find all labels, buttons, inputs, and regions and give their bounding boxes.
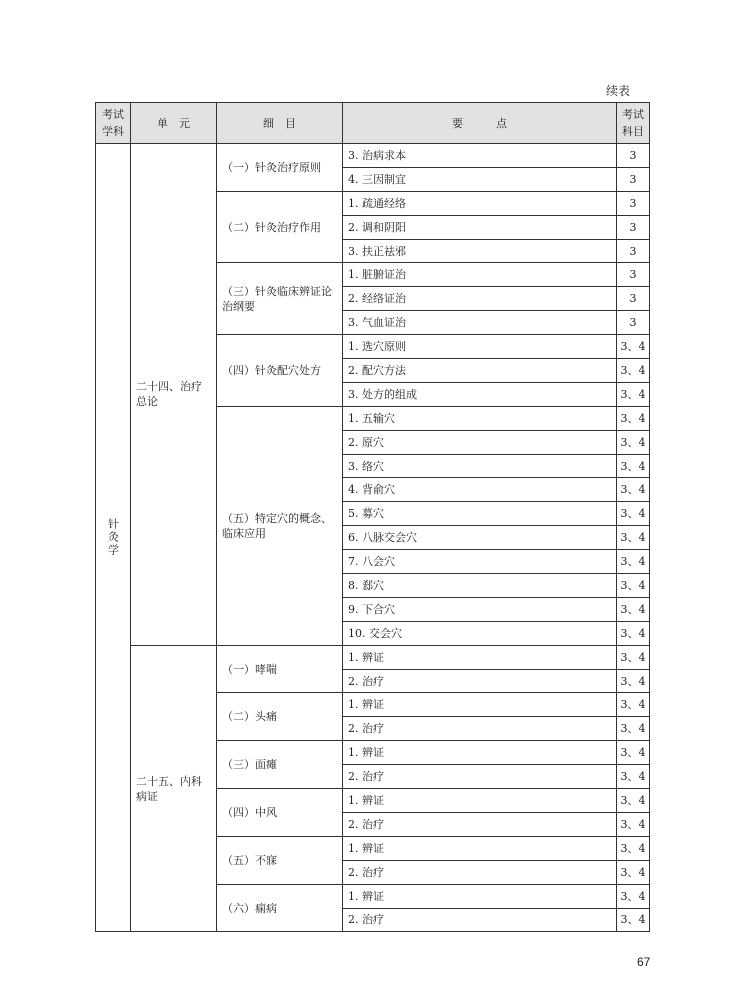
header-unit: 单 元 [131,103,217,144]
exam-cell: 3、4 [617,430,650,454]
exam-cell: 3、4 [617,335,650,359]
item-cell: （六）痫病 [217,884,343,932]
point-cell: 2. 配穴方法 [343,359,617,383]
item-cell: （三）面瘫 [217,741,343,789]
exam-cell: 3 [617,167,650,191]
point-cell: 3. 气血证治 [343,311,617,335]
exam-cell: 3、4 [617,574,650,598]
point-cell: 2. 原穴 [343,430,617,454]
exam-cell: 3 [617,144,650,168]
exam-cell: 3、4 [617,812,650,836]
exam-cell: 3、4 [617,669,650,693]
header-points: 要 点 [343,103,617,144]
exam-cell: 3、4 [617,621,650,645]
unit-cell: 二十四、治疗总论 [131,144,217,646]
subject-cell: 针灸学 [96,144,131,932]
point-cell: 4. 三因制宜 [343,167,617,191]
exam-cell: 3、4 [617,359,650,383]
exam-cell: 3 [617,287,650,311]
header-item: 细 目 [217,103,343,144]
point-cell: 2. 治疗 [343,717,617,741]
item-cell: （四）针灸配穴处方 [217,335,343,407]
point-cell: 1. 辨证 [343,884,617,908]
point-cell: 1. 辨证 [343,836,617,860]
table-row [96,645,650,669]
point-cell: 7. 八会穴 [343,550,617,574]
table-row [96,144,650,168]
exam-cell: 3、4 [617,836,650,860]
header-exam: 考试科目 [617,103,650,144]
exam-cell: 3 [617,191,650,215]
point-cell: 5. 募穴 [343,502,617,526]
point-cell: 2. 治疗 [343,860,617,884]
point-cell: 10. 交会穴 [343,621,617,645]
point-cell: 1. 辨证 [343,741,617,765]
point-cell: 1. 疏通经络 [343,191,617,215]
exam-cell: 3、4 [617,382,650,406]
point-cell: 2. 调和阴阳 [343,215,617,239]
header-subject: 考试学科 [96,103,131,144]
exam-cell: 3、4 [617,526,650,550]
unit-cell: 二十五、内科病证 [131,645,217,932]
exam-cell: 3、4 [617,717,650,741]
item-cell: （一）哮喘 [217,645,343,693]
item-cell: （四）中风 [217,789,343,837]
point-cell: 1. 五输穴 [343,406,617,430]
exam-cell: 3、4 [617,502,650,526]
exam-cell: 3、4 [617,597,650,621]
exam-cell: 3、4 [617,454,650,478]
exam-cell: 3、4 [617,645,650,669]
exam-cell: 3 [617,239,650,263]
point-cell: 3. 处方的组成 [343,382,617,406]
page-number: 67 [637,955,651,969]
point-cell: 3. 扶正祛邪 [343,239,617,263]
exam-cell: 3 [617,311,650,335]
point-cell: 2. 经络证治 [343,287,617,311]
exam-cell: 3 [617,215,650,239]
exam-cell: 3、4 [617,693,650,717]
item-cell: （二）针灸治疗作用 [217,191,343,263]
exam-cell: 3 [617,263,650,287]
point-cell: 6. 八脉交会穴 [343,526,617,550]
point-cell: 1. 辨证 [343,789,617,813]
syllabus-table [95,102,650,932]
point-cell: 1. 辨证 [343,693,617,717]
exam-cell: 3、4 [617,765,650,789]
point-cell: 2. 治疗 [343,765,617,789]
point-cell: 3. 络穴 [343,454,617,478]
exam-cell: 3、4 [617,478,650,502]
point-cell: 1. 选穴原则 [343,335,617,359]
point-cell: 8. 郄穴 [343,574,617,598]
exam-cell: 3、4 [617,406,650,430]
exam-cell: 3、4 [617,908,650,932]
point-cell: 1. 辨证 [343,645,617,669]
exam-cell: 3、4 [617,550,650,574]
exam-cell: 3、4 [617,860,650,884]
point-cell: 9. 下合穴 [343,597,617,621]
item-cell: （二）头痛 [217,693,343,741]
point-cell: 2. 治疗 [343,908,617,932]
exam-cell: 3、4 [617,884,650,908]
continued-label: 续表 [606,84,631,98]
exam-cell: 3、4 [617,789,650,813]
item-cell: （一）针灸治疗原则 [217,144,343,192]
table-header-row [96,103,650,144]
item-cell: （五）特定穴的概念、临床应用 [217,406,343,645]
point-cell: 2. 治疗 [343,812,617,836]
point-cell: 1. 脏腑证治 [343,263,617,287]
point-cell: 4. 背俞穴 [343,478,617,502]
item-cell: （三）针灸临床辨证论治纲要 [217,263,343,335]
exam-cell: 3、4 [617,741,650,765]
point-cell: 3. 治病求本 [343,144,617,168]
item-cell: （五）不寐 [217,836,343,884]
point-cell: 2. 治疗 [343,669,617,693]
